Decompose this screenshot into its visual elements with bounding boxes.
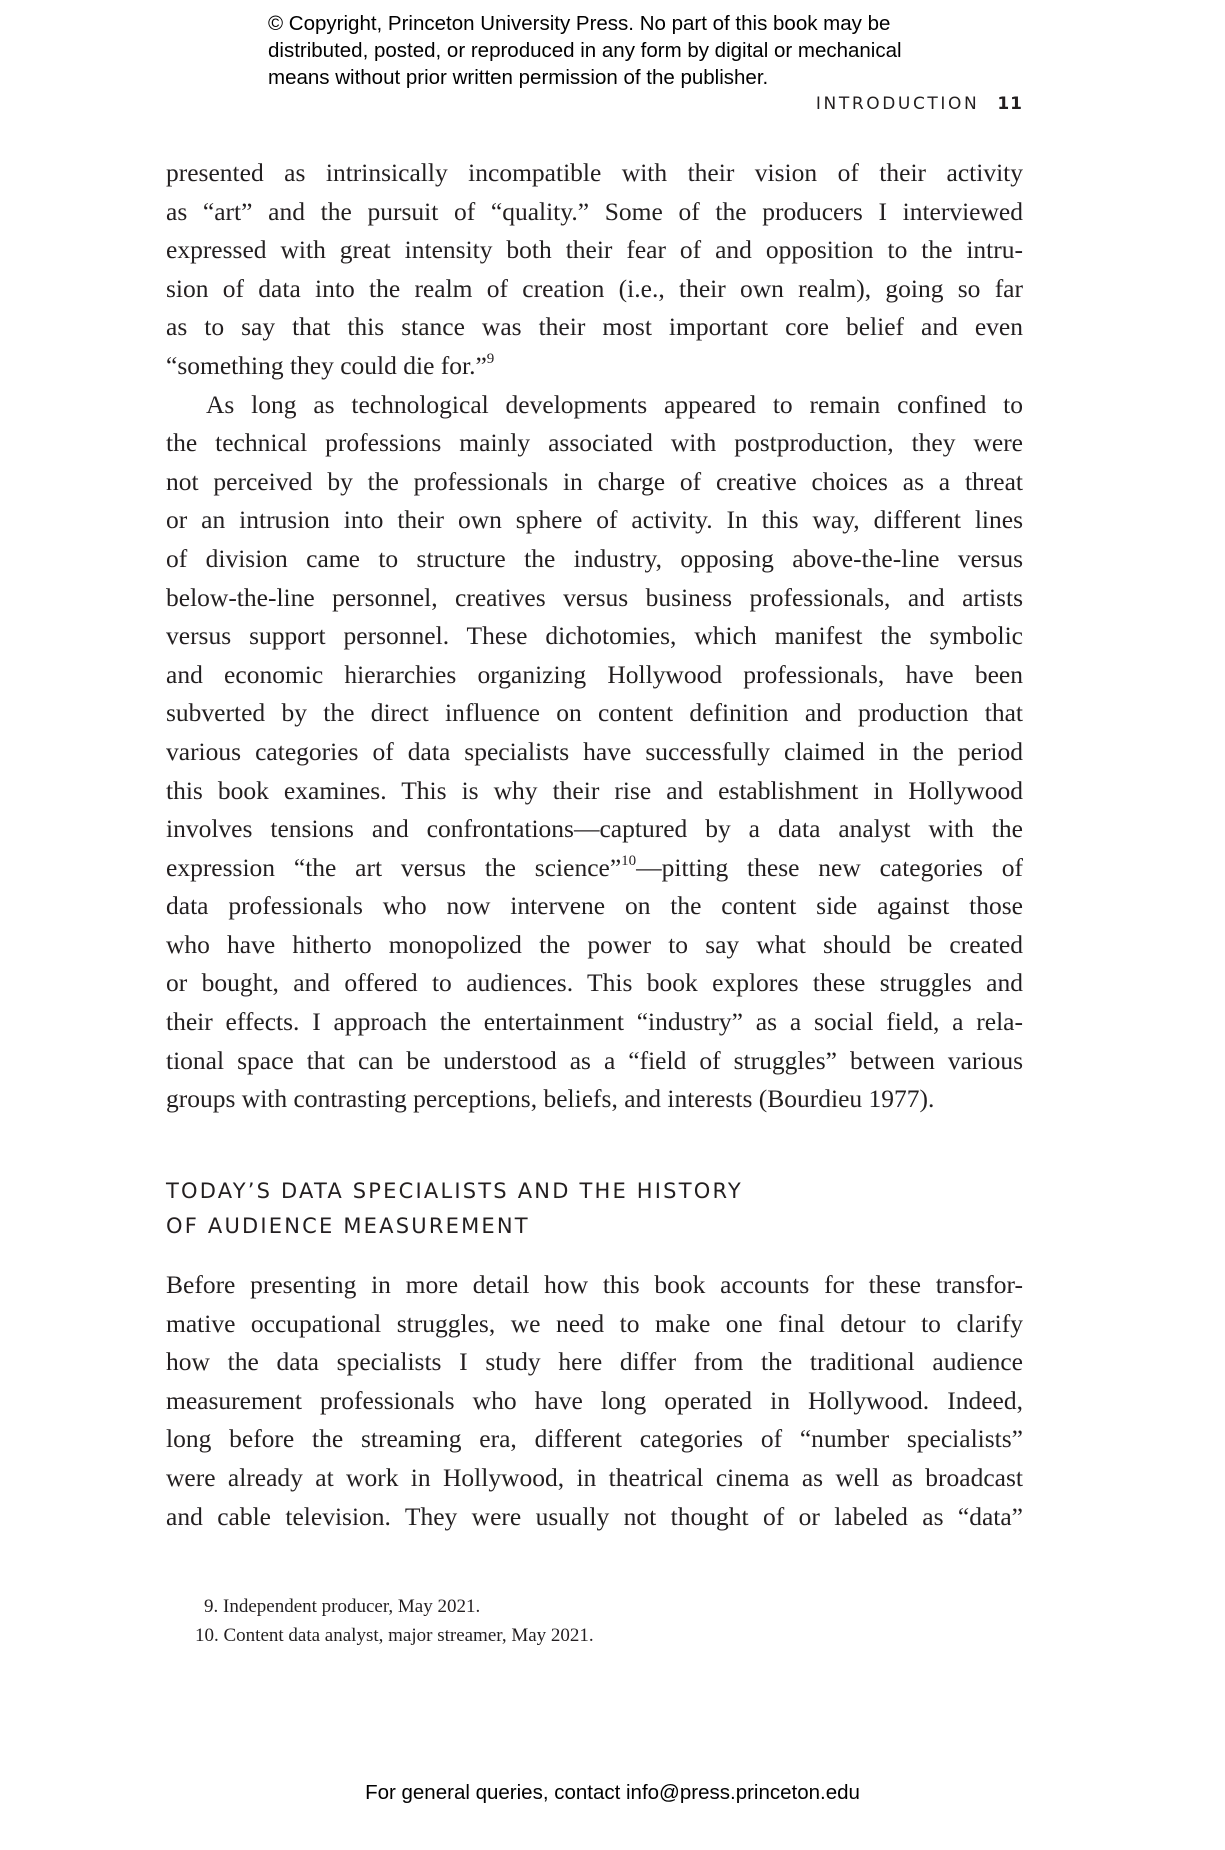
text-segment: mative occupational struggles, we need to make one final detour to clarify: [166, 1308, 1023, 1338]
running-head-title: INTRODUCTION: [815, 94, 980, 114]
text-segment: as to say that this stance was their most important core belief and even: [166, 312, 1023, 342]
text-line: [166, 810, 1023, 849]
section-heading: [166, 1174, 743, 1244]
text-line: [166, 347, 1023, 386]
text-line: [166, 1382, 1023, 1421]
text-line: [166, 501, 1023, 540]
text-segment: below-the-line personnel, creatives versus business professionals, and artists: [166, 582, 1023, 612]
text-segment: “something they could die for.”: [166, 350, 487, 380]
text-line: [166, 617, 1023, 656]
text-segment: the technical professions mainly associated with postproduction, they were: [166, 428, 1023, 458]
body-text-2: [166, 1266, 1023, 1536]
text-line: [166, 1420, 1023, 1459]
text-line: [166, 231, 1023, 270]
text-line: [166, 1459, 1023, 1498]
text-segment: and cable television. They were usually not thought of or labeled as “data”: [166, 1501, 1023, 1531]
text-line: [166, 1343, 1023, 1382]
text-segment: expression “the art versus the science”: [166, 852, 622, 882]
text-line: [166, 308, 1023, 347]
text-line: [166, 656, 1023, 695]
text-line: [166, 733, 1023, 772]
text-line: [166, 1498, 1023, 1537]
text-line: [166, 386, 1023, 425]
text-segment: data professionals who now intervene on the content side against those: [166, 891, 1023, 921]
text-line: [166, 1080, 1023, 1119]
text-segment: tional space that can be understood as a “field of struggles” between various: [166, 1045, 1023, 1075]
text-segment: As long as technological developments appeared to remain confined to: [206, 389, 1023, 419]
text-segment: various categories of data specialists have successfully claimed in the period: [166, 736, 1023, 766]
text-line: [166, 463, 1023, 502]
footer-contact: For general queries, contact info@press.princeton.edu: [365, 1781, 860, 1804]
footnote-ref: 9: [486, 350, 495, 367]
text-line: [166, 154, 1023, 193]
text-segment: measurement professionals who have long operated in Hollywood. Indeed,: [166, 1385, 1023, 1415]
text-segment: as “art” and the pursuit of “quality.” Some of the producers I interviewed: [166, 196, 1023, 226]
text-segment: versus support personnel. These dichotomies, which manifest the symbolic: [166, 621, 1023, 651]
text-line: [166, 849, 1023, 888]
text-line: [166, 772, 1023, 811]
text-segment: involves tensions and confrontations—captured by a data analyst with the: [166, 814, 1023, 844]
section-heading-line: TODAY’S DATA SPECIALISTS AND THE HISTORY: [166, 1179, 743, 1203]
copyright-line: © Copyright, Princeton University Press. No part of this book may be: [268, 12, 891, 35]
text-segment: this book examines. This is why their rise and establishment in Hollywood: [166, 775, 1023, 805]
text-line: [166, 1305, 1023, 1344]
copyright-line: distributed, posted, or reproduced in any form by digital or mechanical: [268, 39, 902, 62]
text-line: [166, 270, 1023, 309]
section-heading-line: OF AUDIENCE MEASUREMENT: [166, 1214, 530, 1238]
text-segment: sion of data into the realm of creation (i.e., their own realm), going so far: [166, 273, 1023, 303]
running-head: [816, 94, 1023, 114]
body-text-1: [166, 154, 1023, 1119]
text-segment: or an intrusion into their own sphere of activity. In this way, different lines: [166, 505, 1023, 535]
footnotes: [195, 1592, 594, 1650]
text-segment: who have hitherto monopolized the power to say what should be created: [166, 929, 1023, 959]
text-segment: how the data specialists I study here differ from the traditional audience: [166, 1347, 1023, 1377]
copyright-line: means without prior written permission of the publisher.: [268, 66, 769, 89]
text-segment: groups with contrasting perceptions, beliefs, and interests (Bourdieu 1977).: [166, 1084, 935, 1114]
text-line: [166, 1266, 1023, 1305]
footnote: 9. Independent producer, May 2021.: [204, 1596, 481, 1617]
text-segment: their effects. I approach the entertainment “industry” as a social field, a rela-: [166, 1007, 1023, 1037]
text-segment: Before presenting in more detail how this book accounts for these transfor-: [166, 1270, 1023, 1299]
text-segment: and economic hierarchies organizing Hollywood professionals, have been: [166, 659, 1023, 689]
text-segment: not perceived by the professionals in charge of creative choices as a threat: [166, 466, 1023, 496]
text-line: [166, 193, 1023, 232]
text-line: [166, 926, 1023, 965]
text-line: [166, 887, 1023, 926]
text-line: [166, 579, 1023, 618]
text-line: [166, 1003, 1023, 1042]
text-line: [166, 424, 1023, 463]
text-line: [166, 540, 1023, 579]
text-line: [166, 1042, 1023, 1081]
text-segment: were already at work in Hollywood, in theatrical cinema as well as broadcast: [166, 1462, 1023, 1492]
text-line: [166, 694, 1023, 733]
page-number: 11: [997, 94, 1023, 114]
text-segment: of division came to structure the industry, opposing above-the-line versus: [166, 543, 1023, 573]
footnote: 10. Content data analyst, major streamer, May 2021.: [195, 1625, 594, 1646]
text-segment: presented as intrinsically incompatible with their vision of their activity: [166, 158, 1023, 187]
text-segment: or bought, and offered to audiences. This book explores these struggles and: [166, 968, 1023, 998]
copyright-notice: [268, 10, 902, 91]
text-segment: long before the streaming era, different categories of “number specialists”: [166, 1424, 1023, 1454]
text-segment: expressed with great intensity both their fear of and opposition to the intru-: [166, 235, 1023, 265]
footnote-ref: 10: [621, 852, 637, 869]
text-line: [166, 964, 1023, 1003]
text-segment: —pitting these new categories of: [636, 852, 1023, 882]
text-segment: subverted by the direct influence on content definition and production that: [166, 698, 1023, 728]
